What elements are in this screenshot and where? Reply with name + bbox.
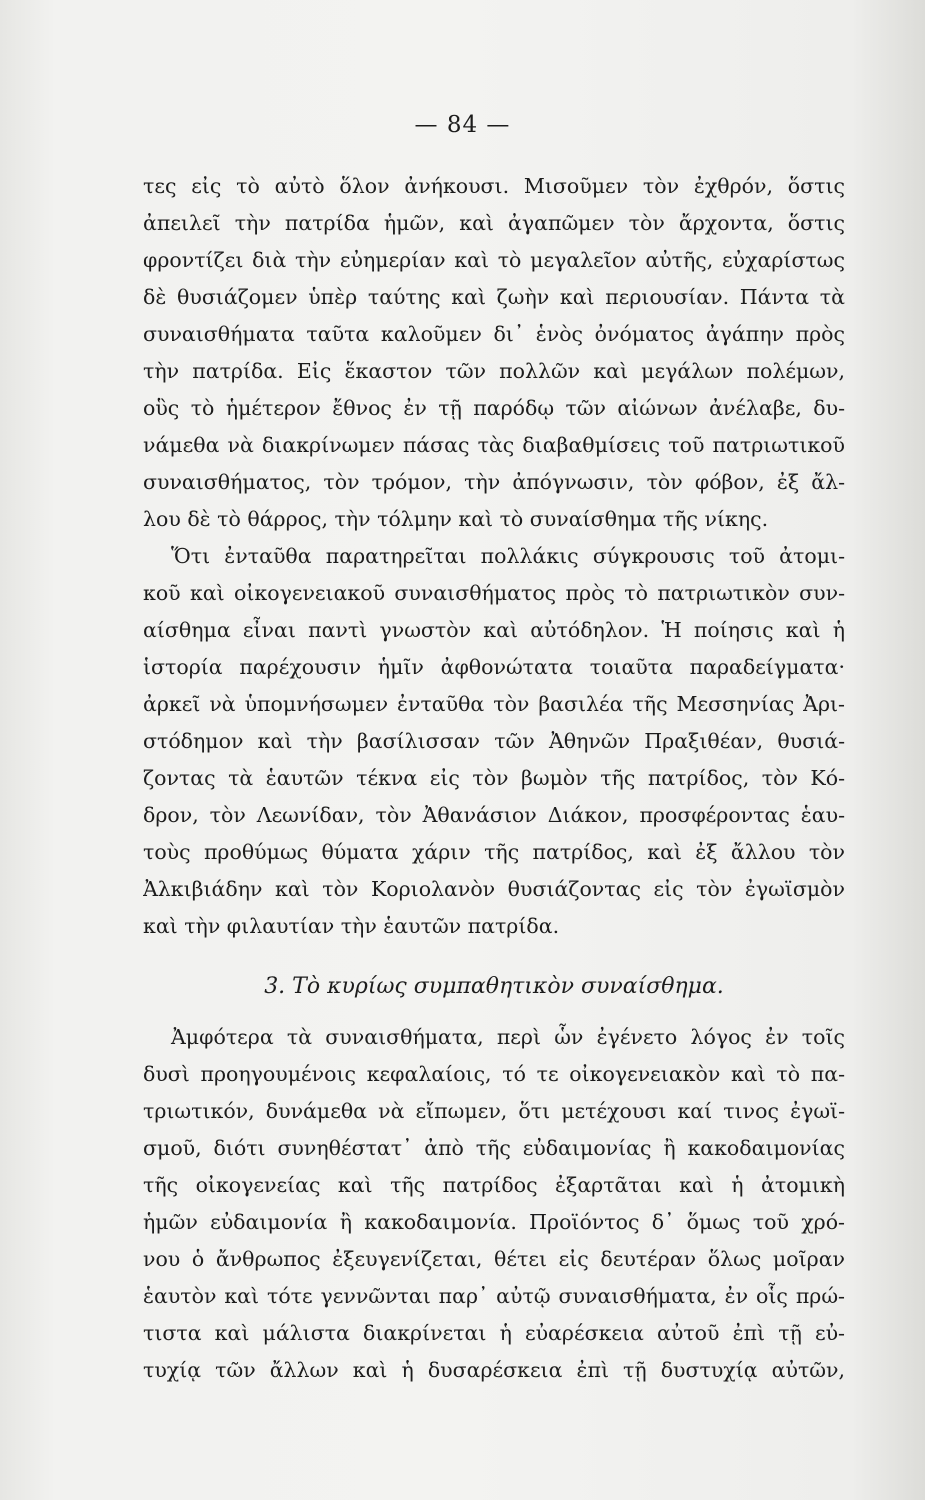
text-line: στόδημον καὶ τὴν βασίλισσαν τῶν Ἀθηνῶν Πραξιθέαν, θυσιά- xyxy=(143,729,845,753)
text-line: ἑαυτὸν καὶ τότε γεννῶνται παρ᾽ αὐτῷ συναισθήματα, ἐν οἷς πρώ- xyxy=(143,1284,845,1308)
text-line: κοῦ καὶ οἰκογενειακοῦ συναισθήματος πρὸς τὸ πατριωτικὸν συν- xyxy=(143,581,845,605)
text-line: δρον, τὸν Λεωνίδαν, τὸν Ἀθανάσιον Διάκον, προσφέροντας ἑαυ- xyxy=(143,803,845,827)
text-line: δὲ θυσιάζομεν ὑπὲρ ταύτης καὶ ζωὴν καὶ περιουσίαν. Πάντα τὰ xyxy=(143,285,845,309)
text-line: νάμεθα νὰ διακρίνωμεν πάσας τὰς διαβαθμίσεις τοῦ πατριωτικοῦ xyxy=(143,433,845,457)
text-line: τες εἰς τὸ αὐτὸ ὅλον ἀνήκουσι. Μισοῦμεν τὸν ἐχθρόν, ὅστις xyxy=(143,174,845,198)
section-heading: 3. Τὸ κυρίως συμπαθητικὸν συναίσθημα. xyxy=(264,974,724,999)
text-line: Ἀμφότερα τὰ συναισθήματα, περὶ ὧν ἐγένετο λόγος ἐν τοῖς xyxy=(171,1025,845,1049)
paragraph-2 xyxy=(143,538,845,945)
text-line: τοὺς προθύμως θύματα χάριν τῆς πατρίδος, καὶ ἐξ ἄλλου τὸν xyxy=(143,840,845,864)
text-line: τῆς οἰκογενείας καὶ τῆς πατρίδος ἐξαρτᾶται καὶ ἡ ἀτομικὴ xyxy=(143,1173,845,1197)
text-line: νου ὁ ἄνθρωπος ἐξευγενίζεται, θέτει εἰς δευτέραν ὅλως μοῖραν xyxy=(143,1247,845,1271)
body-text xyxy=(143,168,845,1389)
text-line: αίσθημα εἶναι παντὶ γνωστὸν καὶ αὐτόδηλον. Ἡ ποίησις καὶ ἡ xyxy=(143,618,845,642)
text-line: δυσὶ προηγουμένοις κεφαλαίοις, τό τε οἰκογενειακὸν καὶ τὸ πα- xyxy=(143,1062,845,1086)
text-line: τριωτικόν, δυνάμεθα νὰ εἴπωμεν, ὅτι μετέχουσι καί τινος ἐγωϊ- xyxy=(143,1099,845,1123)
paragraph-1 xyxy=(143,168,845,538)
text-line: οὓς τὸ ἡμέτερον ἔθνος ἐν τῇ παρόδῳ τῶν αἰώνων ἀνέλαβε, δυ- xyxy=(143,396,845,420)
text-line: συναισθήματος, τὸν τρόμον, τὴν ἀπόγνωσιν, τὸν φόβον, ἐξ ἄλ- xyxy=(143,470,845,494)
text-line: ἡμῶν εὐδαιμονία ἢ κακοδαιμονία. Προϊόντος δ᾽ ὅμως τοῦ χρό- xyxy=(143,1210,845,1234)
text-line: καὶ τὴν φιλαυτίαν τὴν ἑαυτῶν πατρίδα. xyxy=(143,914,560,938)
page-number: — 84 — xyxy=(414,112,511,138)
text-line: τιστα καὶ μάλιστα διακρίνεται ἡ εὐαρέσκεια αὐτοῦ ἐπὶ τῇ εὐ- xyxy=(143,1321,845,1345)
text-line: Ἀλκιβιάδην καὶ τὸν Κοριολανὸν θυσιάζοντας εἰς τὸν ἐγωϊσμὸν xyxy=(143,877,845,901)
text-line: ἱστορία παρέχουσιν ἡμῖν ἀφθονώτατα τοιαῦτα παραδείγματα· xyxy=(143,655,845,679)
text-line: ζοντας τὰ ἑαυτῶν τέκνα εἰς τὸν βωμὸν τῆς πατρίδος, τὸν Κό- xyxy=(143,766,845,790)
text-line: τυχίᾳ τῶν ἄλλων καὶ ἡ δυσαρέσκεια ἐπὶ τῇ δυστυχίᾳ αὐτῶν, xyxy=(143,1358,845,1382)
text-line: λου δὲ τὸ θάρρος, τὴν τόλμην καὶ τὸ συναίσθημα τῆς νίκης. xyxy=(143,507,769,531)
text-line: φροντίζει διὰ τὴν εὐημερίαν καὶ τὸ μεγαλεῖον αὐτῆς, εὐχαρίστως xyxy=(143,248,845,272)
text-line: τὴν πατρίδα. Εἰς ἕκαστον τῶν πολλῶν καὶ μεγάλων πολέμων, xyxy=(143,359,845,383)
text-line: συναισθήματα ταῦτα καλοῦμεν δι᾽ ἑνὸς ὀνόματος ἀγάπην πρὸς xyxy=(143,322,845,346)
text-line: σμοῦ, διότι συνηθέστατ᾽ ἀπὸ τῆς εὐδαιμονίας ἢ κακοδαιμονίας xyxy=(143,1136,845,1160)
text-line: Ὅτι ἐνταῦθα παρατηρεῖται πολλάκις σύγκρουσις τοῦ ἀτομι- xyxy=(171,544,845,568)
paragraph-3 xyxy=(143,1019,845,1389)
text-line: ἀρκεῖ νὰ ὑπομνήσωμεν ἐνταῦθα τὸν βασιλέα τῆς Μεσσηνίας Ἀρι- xyxy=(143,692,845,716)
text-line: ἀπειλεῖ τὴν πατρίδα ἡμῶν, καὶ ἀγαπῶμεν τὸν ἄρχοντα, ὅστις xyxy=(143,211,845,235)
